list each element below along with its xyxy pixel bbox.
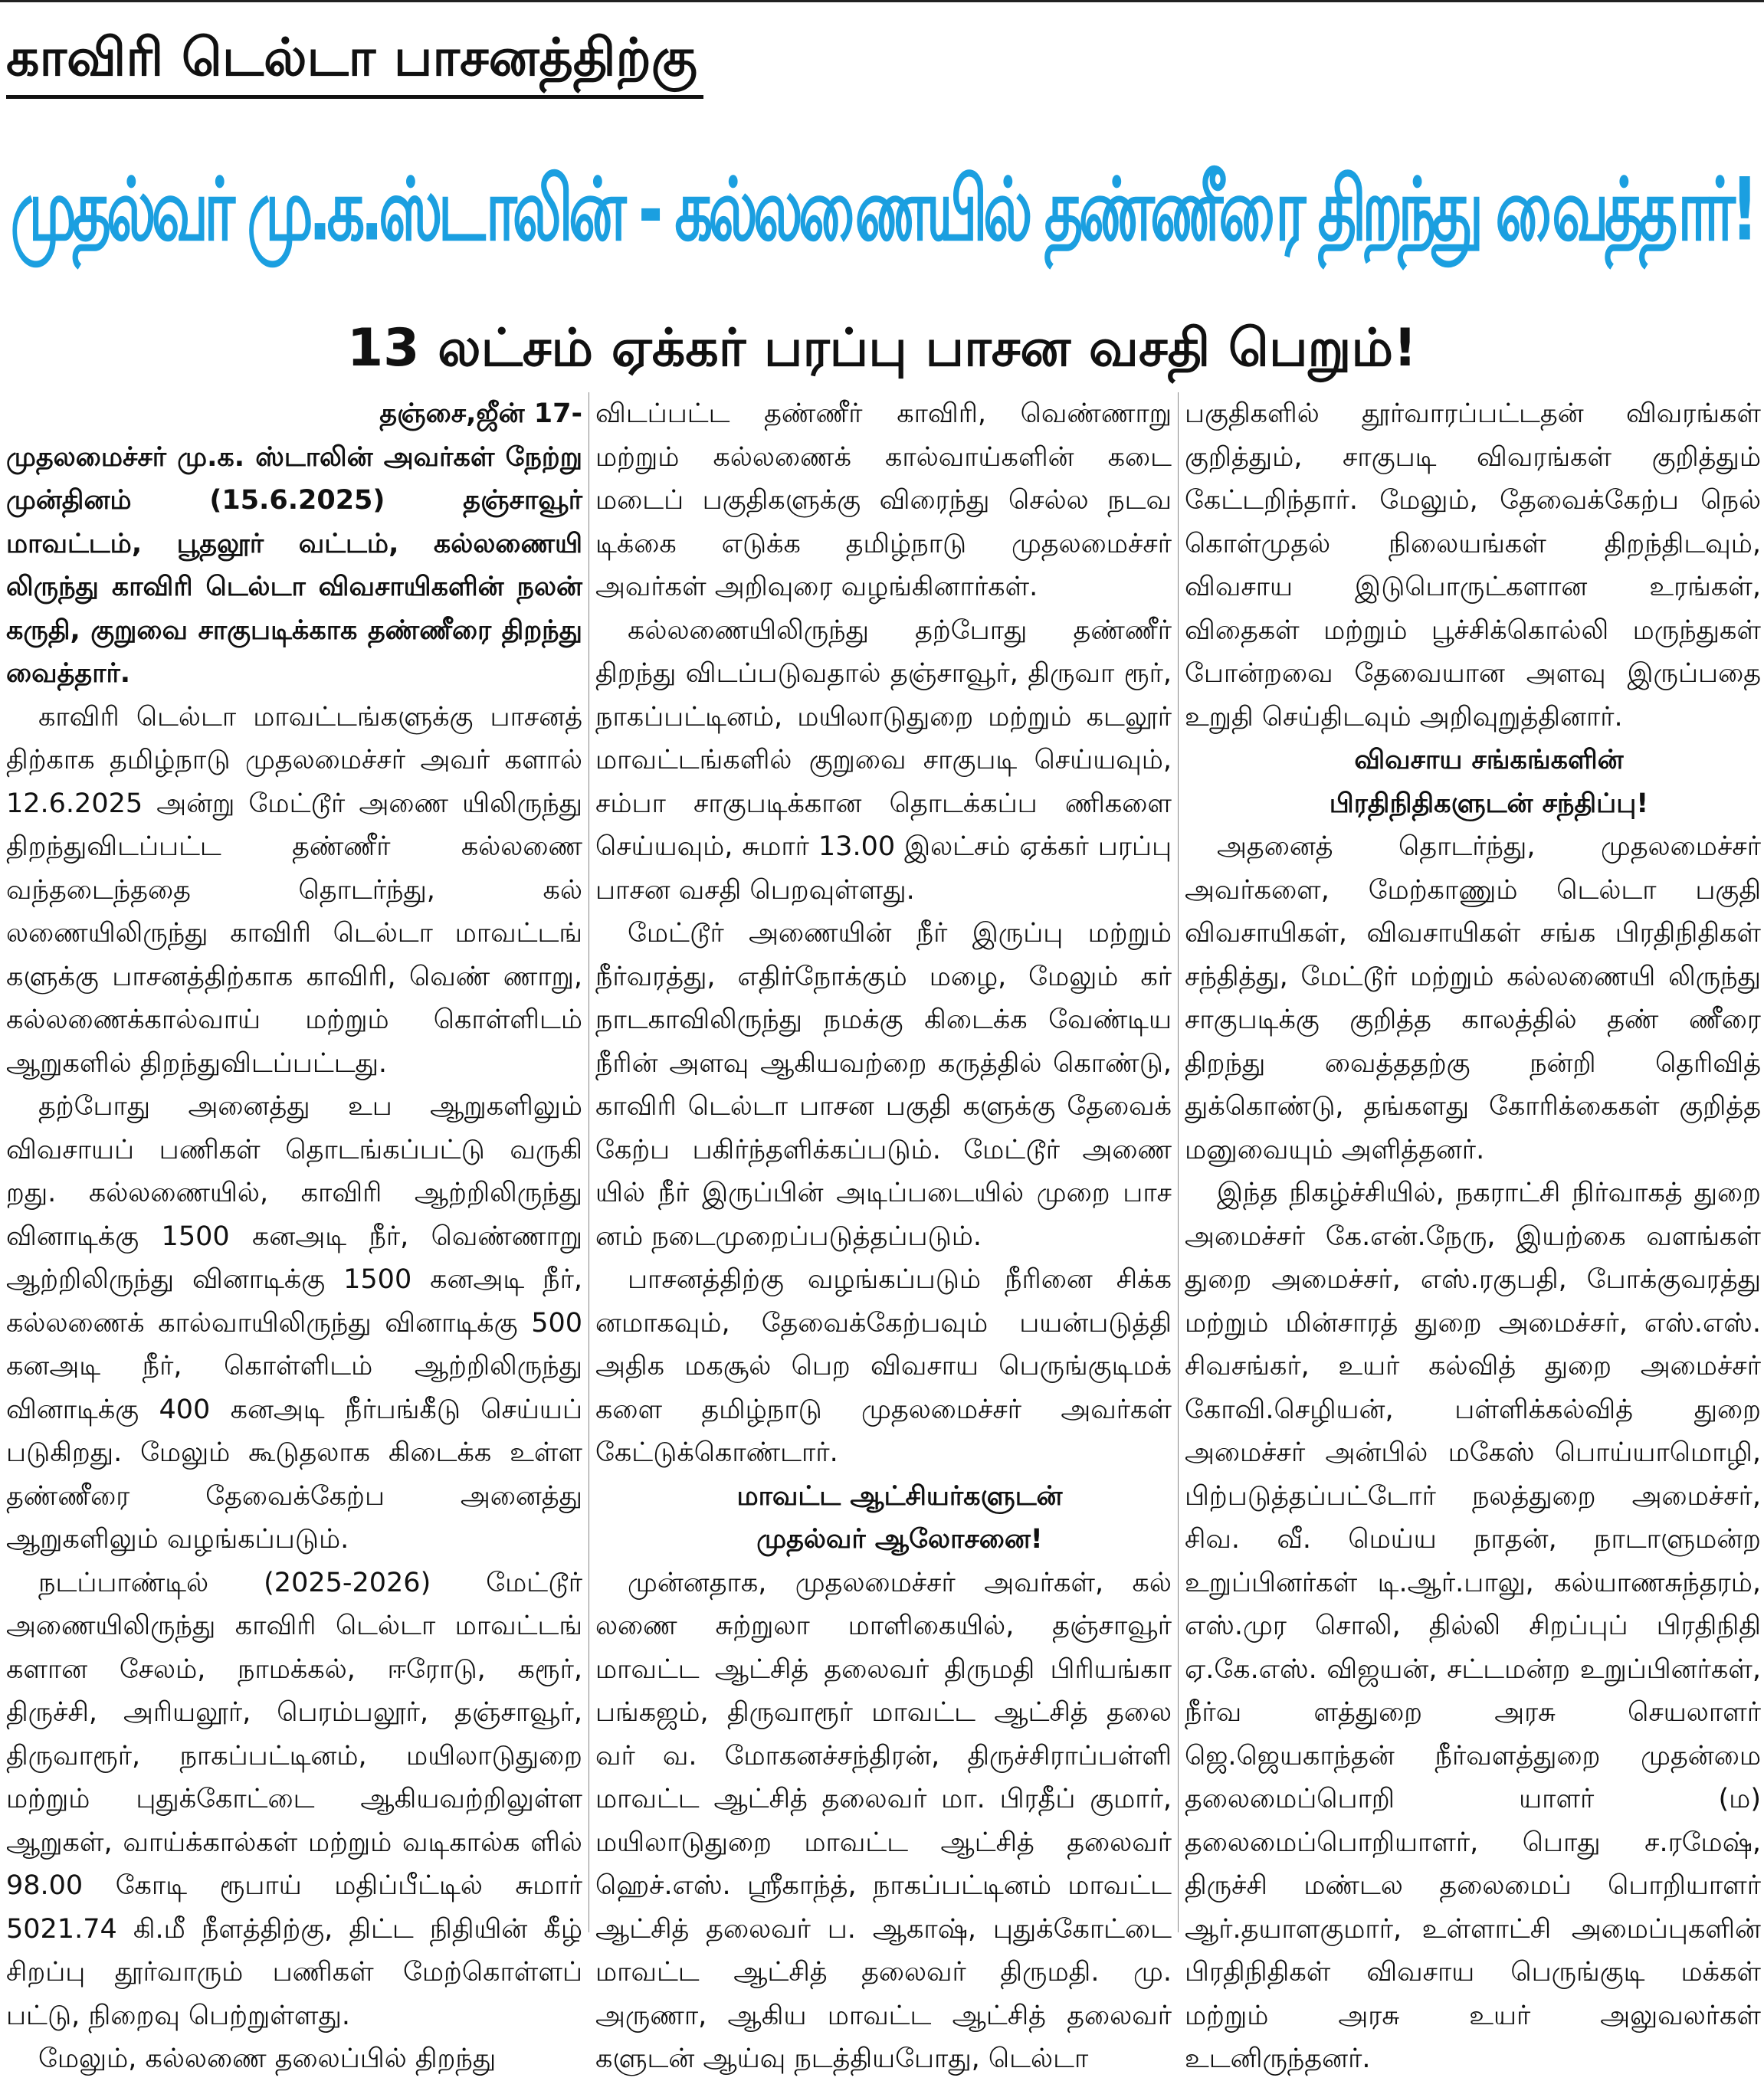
paragraph: முன்னதாக, முதலமைச்சர் அவர்கள், கல் லணை சுற்றுலா மாளிகையில், தஞ்சாவூர் மாவட்ட ஆட்சித் தலைவர் திருமதி பிரியங்கா பங்கஜம், திருவாரூர் மாவட்ட ஆட்சித் தலை வர் வ. மோகனச்சந்திரன், திருச்சிராப்பள்ளி மாவட்ட ஆட்சித் தலைவர் மா. பிரதீப் குமார், மயிலாடுதுறை மாவட்ட ஆட்சித் தலைவர் ஹெச்.எஸ். ஸ்ரீகாந்த், நாகப்பட்டினம் மாவட்ட ஆட்சித் தலைவர் ப. ஆகாஷ், புதுக்கோட்டை மாவட்ட ஆட்சித் தலைவர் திருமதி. மு. அருணா, ஆகிய மாவட்ட ஆட்சித் தலைவர் களுடன் ஆய்வு நடத்தியபோது, டெல்டா bbox=[595, 1567, 1172, 2074]
section-subheading: பிரதிநிதிகளுடன் சந்திப்பு! bbox=[1329, 788, 1649, 819]
paragraph: பாசனத்திற்கு வழங்கப்படும் நீரினை சிக்க னமாகவும், தேவைக்கேற்பவும் பயன்படுத்தி அதிக மகசூல் பெற விவசாய பெருங்குடிமக் களை தமிழ்நாடு முதலமைச்சர் அவர்கள் கேட்டுக்கொண்டார். bbox=[595, 1264, 1172, 1468]
paragraph: கல்லணையிலிருந்து தற்போது தண்ணீர் திறந்து விடப்படுவதால் தஞ்சாவூர், திருவா ரூர், நாகப்பட்டினம், மயிலாடுதுறை மற்றும் கடலூர் மாவட்டங்களில் குறுவை சாகுபடி செய்யவும், சம்பா சாகுபடிக்கான தொடக்கப்ப ணிகளை செய்யவும், சுமார் 13.00 இலட்சம் ஏக்கர் பரப்பு பாசன வசதி பெறவுள்ளது. bbox=[595, 614, 1172, 906]
paragraph: மேலும், கல்லணை தலைப்பில் திறந்து bbox=[38, 2043, 497, 2074]
dateline: தஞ்சை,ஜீன் 17- bbox=[379, 398, 582, 429]
column-1 bbox=[6, 392, 582, 2074]
paragraph: மேட்டூர் அணையின் நீர் இருப்பு மற்றும் நீர்வரத்து, எதிர்நோக்கும் மழை, மேலும் கர் நாடகாவிலிருந்து நமக்கு கிடைக்க வேண்டிய நீரின் அளவு ஆகியவற்றை கருத்தில் கொண்டு, காவிரி டெல்டா பாசன பகுதி களுக்கு தேவைக் கேற்ப பகிர்ந்தளிக்கப்படும். மேட்டூர் அணை யில் நீர் இருப்பின் அடிப்படையில் முறை பாச னம் நடைமுறைப்படுத்தப்படும். bbox=[595, 918, 1172, 1252]
paragraph: அதனைத் தொடர்ந்து, முதலமைச்சர் அவர்களை, மேற்காணும் டெல்டா பகுதி விவசாயிகள், விவசாயிகள் சங்க பிரதிநிதிகள் சந்தித்து, மேட்டூர் மற்றும் கல்லணையி லிருந்து சாகுபடிக்கு குறித்த காலத்தில் தண் ணீரை திறந்து வைத்ததற்கு நன்றி தெரிவித் துக்கொண்டு, தங்களது கோரிக்கைகள் குறித்த மனுவையும் அளித்தனர். bbox=[1185, 831, 1761, 1165]
paragraph: விடப்பட்ட தண்ணீர் காவிரி, வெண்ணாறு மற்றும் கல்லணைக் கால்வாய்களின் கடை மடைப் பகுதிகளுக்கு விரைந்து செல்ல நடவ டிக்கை எடுக்க தமிழ்நாடு முதலமைச்சர் அவர்கள் அறிவுரை வழங்கினார்கள். bbox=[595, 398, 1172, 602]
paragraph: பகுதிகளில் தூர்வாரப்பட்டதன் விவரங்கள் குறித்தும், சாகுபடி விவரங்கள் குறித்தும் கேட்டறிந்தார். மேலும், தேவைக்கேற்ப நெல் கொள்முதல் நிலையங்கள் திறந்திடவும், விவசாய இடுபொருட்களான உரங்கள், விதைகள் மற்றும் பூச்சிக்கொல்லி மருந்துகள் போன்றவை தேவையான அளவு இருப்பதை உறுதி செய்திடவும் அறிவுறுத்தினார். bbox=[1185, 398, 1761, 732]
paragraph: தற்போது அனைத்து உப ஆறுகளிலும் விவசாயப் பணிகள் தொடங்கப்பட்டு வருகி றது. கல்லணையில், காவிரி ஆற்றிலிருந்து வினாடிக்கு 1500 கனஅடி நீர், வெண்ணாறு ஆற்றிலிருந்து வினாடிக்கு 1500 கனஅடி நீர், கல்லணைக் கால்வாயிலிருந்து வினாடிக்கு 500 கனஅடி நீர், கொள்ளிடம் ஆற்றிலிருந்து வினாடிக்கு 400 கனஅடி நீர்பங்கீடு செய்யப் படுகிறது. மேலும் கூடுதலாக கிடைக்க உள்ள தண்ணீரை தேவைக்கேற்ப அனைத்து ஆறுகளிலும் வழங்கப்படும். bbox=[6, 1091, 582, 1555]
paragraph: நடப்பாண்டில் (2025-2026) மேட்டூர் அணையிலிருந்து காவிரி டெல்டா மாவட்டங் களான சேலம், நாமக்கல், ஈரோடு, கரூர், திருச்சி, அரியலூர், பெரம்பலூர், தஞ்சாவூர், திருவாரூர், நாகப்பட்டினம், மயிலாடுதுறை மற்றும் புதுக்கோட்டை ஆகியவற்றிலுள்ள ஆறுகள், வாய்க்கால்கள் மற்றும் வடிகால்க ளில் 98.00 கோடி ரூபாய் மதிப்பீட்டில் சுமார் 5021.74 கி.மீ நீளத்திற்கு, திட்ட நிதியின் கீழ் சிறப்பு தூர்வாரும் பணிகள் மேற்கொள்ளப் பட்டு, நிறைவு பெற்றுள்ளது. bbox=[6, 1567, 582, 2031]
section-subheading: முதல்வர் ஆலோசனை! bbox=[756, 1524, 1043, 1555]
section-subheading: மாவட்ட ஆட்சியர்களுடன் bbox=[736, 1480, 1063, 1512]
column-3 bbox=[1185, 392, 1761, 2074]
top-rule bbox=[0, 0, 1764, 2]
lead-paragraph: முதலமைச்சர் மு.க. ஸ்டாலின் அவர்கள் நேற்று முன்தினம் (15.6.2025) தஞ்சாவூர் மாவட்டம், பூதலூர் வட்டம், கல்லணையி லிருந்து காவிரி டெல்டா விவசாயிகளின் நலன் கருதி, குறுவை சாகுபடிக்காக தண்ணீரை திறந்து வைத்தார். bbox=[6, 441, 582, 689]
subhead: 13 லட்சம் ஏக்கர் பரப்பு பாசன வசதி பெறும்! bbox=[346, 318, 1418, 379]
paragraph: காவிரி டெல்டா மாவட்டங்களுக்கு பாசனத் திற்காக தமிழ்நாடு முதலமைச்சர் அவர் களால் 12.6.2025 அன்று மேட்டூர் அணை யிலிருந்து திறந்துவிடப்பட்ட தண்ணீர் கல்லணை வந்தடைந்ததை தொடர்ந்து, கல் லணையிலிருந்து காவிரி டெல்டா மாவட்டங் களுக்கு பாசனத்திற்காக காவிரி, வெண் ணாறு, கல்லணைக்கால்வாய் மற்றும் கொள்ளிடம் ஆறுகளில் திறந்துவிடப்பட்டது. bbox=[6, 701, 582, 1079]
headline: முதல்வர் மு.க.ஸ்டாலின் - கல்லணையில் தண்ணீரை திறந்து வைத்தார்! bbox=[10, 160, 1754, 261]
column-2 bbox=[595, 392, 1172, 2074]
kicker: காவிரி டெல்டா பாசனத்திற்கு bbox=[6, 21, 703, 99]
article-body bbox=[6, 392, 1761, 2074]
paragraph: இந்த நிகழ்ச்சியில், நகராட்சி நிர்வாகத் துறை அமைச்சர் கே.என்.நேரு, இயற்கை வளங்கள் துறை அமைச்சர், எஸ்.ரகுபதி, போக்குவரத்து மற்றும் மின்சாரத் துறை அமைச்சர், எஸ்.எஸ். சிவசங்கர், உயர் கல்வித் துறை அமைச்சர் கோவி.செழியன், பள்ளிக்கல்வித் துறை அமைச்சர் அன்பில் மகேஸ் பொய்யாமொழி, பிற்படுத்தப்பட்டோர் நலத்துறை அமைச்சர், சிவ. வீ. மெய்ய நாதன், நாடாளுமன்ற உறுப்பினர்கள் டி.ஆர்.பாலு, கல்யாணசுந்தரம், எஸ்.முர சொலி, தில்லி சிறப்புப் பிரதிநிதி ஏ.கே.எஸ். விஜயன், சட்டமன்ற உறுப்பினர்கள், நீர்வ ளத்துறை அரசு செயலாளர் ஜெ.ஜெயகாந்தன் நீர்வளத்துறை முதன்மை தலைமைப்பொறி யாளர் (ம) தலைமைப்பொறியாளர், பொது ச.ரமேஷ், திருச்சி மண்டல தலைமைப் பொறியாளர் ஆர்.தயாளகுமார், உள்ளாட்சி அமைப்புகளின் பிரதிநிதிகள் விவசாய பெருங்குடி மக்கள் மற்றும் அரசு உயர் அலுவலர்கள் உடனிருந்தனர். bbox=[1185, 1178, 1761, 2074]
section-subheading: விவசாய சங்கங்களின் bbox=[1354, 745, 1624, 775]
